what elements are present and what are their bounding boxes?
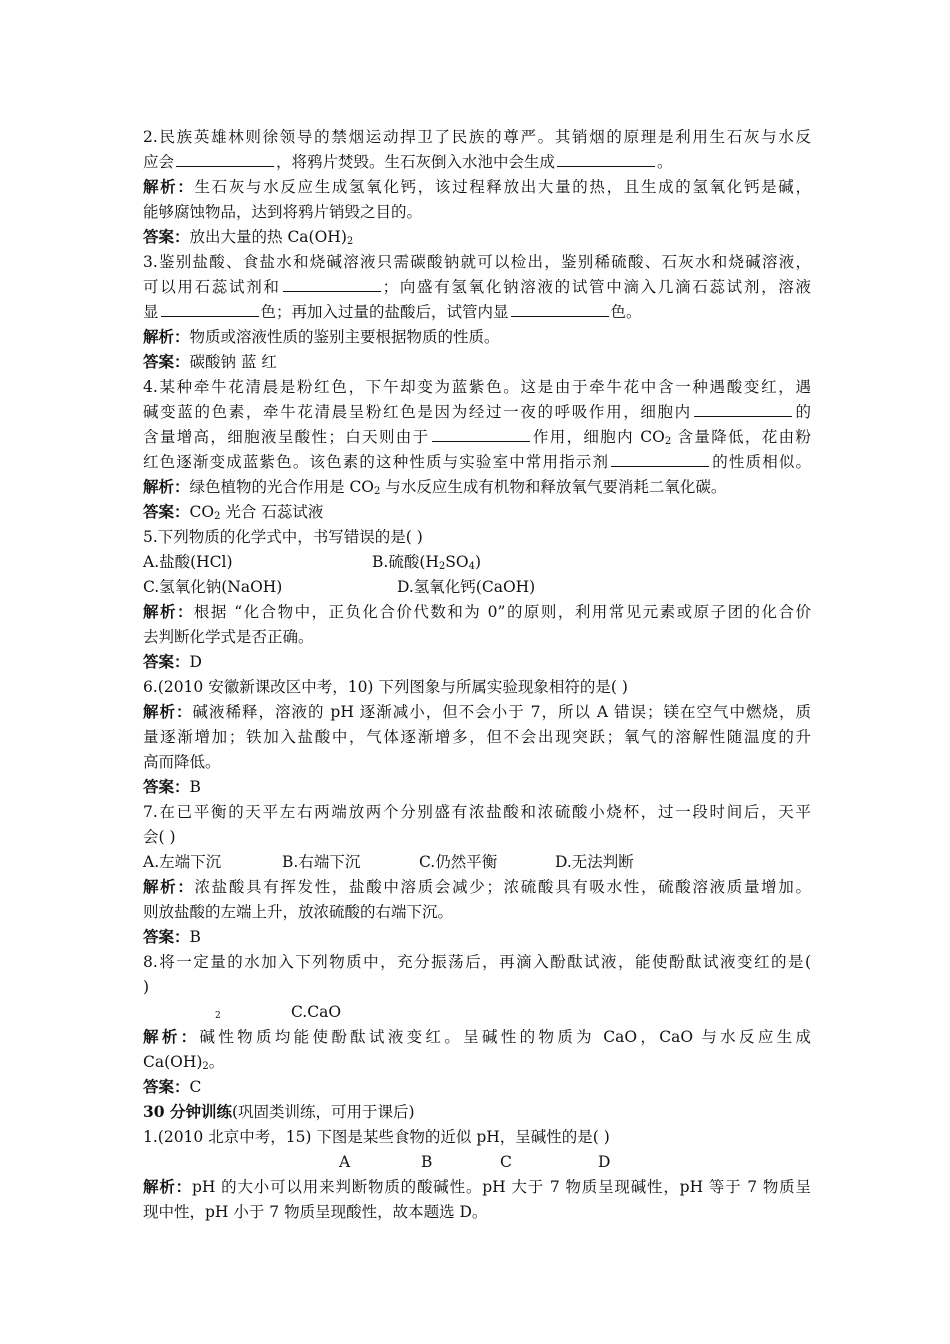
blank (557, 152, 655, 167)
section-heading: 30 分钟训练(巩固类训练，可用于课后) (143, 1102, 415, 1121)
q7-option-b: B.右端下沉 (282, 853, 361, 871)
q6-explanation-2: 量逐渐增加；铁加入盐酸中，气体逐渐增多，但不会出现突跃；氧气的溶解性随温度的升 (143, 728, 811, 746)
q7-explanation-2: 则放盐酸的左端上升，放浓硫酸的右端下沉。 (143, 903, 454, 921)
q8-line-1: 8.将一定量的水加入下列物质中，充分振荡后，再滴入酚酞试液，能使酚酞试液变红的是( (143, 953, 811, 971)
s1-image-label-c: C (500, 1153, 512, 1171)
q6-answer: 答案：B (143, 777, 201, 796)
q6-explanation-3: 高而降低。 (143, 753, 221, 771)
blank (611, 452, 709, 467)
blank (283, 277, 381, 292)
q7-line-2: 会( ) (143, 828, 176, 846)
s1-line-1: 1.(2010 北京中考，15) 下图是某些食物的近似 pH，呈碱性的是( ) (143, 1128, 610, 1146)
q4-explanation: 解析：绿色植物的光合作用是 $CO_2$ 与水反应生成有机物和释放氧气要消耗二氧化碳。 (143, 477, 727, 497)
q7-line-1: 7.在已平衡的天平左右两端放两个分别盛有浓盐酸和浓硫酸小烧杯，过一段时间后，天平 (143, 803, 811, 821)
q7-option-d: D.无法判断 (555, 853, 634, 871)
q5-answer: 答案：D (143, 652, 202, 671)
q7-option-c: C.仍然平衡 (419, 853, 498, 871)
q5-explanation-2: 去判断化学式是否正确。 (143, 628, 314, 646)
s1-explanation-2: 现中性，pH 小于 7 物质呈现酸性，故本题选 D。 (143, 1203, 488, 1221)
q2-line-2: 应会 ，将鸦片焚毁。生石灰倒入水池中会生成 。 (143, 153, 673, 171)
q6-line-1: 6.(2010 安徽新课改区中考，10) 下列图象与所属实验现象相符的是( ) (143, 678, 628, 696)
q2-line-1: 2.民族英雄林则徐领导的禁烟运动捍卫了民族的尊严。其销烟的原理是利用生石灰与水反 (143, 128, 811, 146)
q4-answer: 答案：$CO_2$ 光合 石蕊试液 (143, 502, 324, 522)
q8-stray-subscript: 2 (215, 1011, 221, 1021)
q4-line-2: 碱变蓝的色素，牵牛花清晨呈粉红色是因为经过一夜的呼吸作用，细胞内 的 (143, 403, 811, 421)
q5-option-d: D.氢氧化钙(CaOH) (397, 578, 536, 596)
q5-option-c: C.氢氧化钠(NaOH) (143, 578, 283, 596)
s1-image-label-a: A (339, 1153, 351, 1171)
q8-explanation-2: $Ca(OH)_2$。 (143, 1053, 225, 1072)
q7-explanation: 解析：浓盐酸具有挥发性，盐酸中溶质会减少；浓硫酸具有吸水性，硫酸溶液质量增加。 (143, 877, 811, 896)
q3-line-3: 显 色；再加入过量的盐酸后，试管内显 色。 (143, 303, 642, 321)
blank (694, 402, 792, 417)
q5-explanation: 解析：根据 “化合物中，正负化合价代数和为 0”的原则，利用常见元素或原子团的化合价 (143, 602, 811, 621)
q2-answer: 答案：放出大量的热 $Ca(OH)_2$ (143, 227, 354, 247)
q3-line-1: 3.鉴别盐酸、食盐水和烧碱溶液只需碳酸钠就可以检出，鉴别稀硫酸、石灰水和烧碱溶液， (143, 253, 811, 271)
q2-explanation: 解析：生石灰与水反应生成氢氧化钙，该过程释放出大量的热，且生成的氢氧化钙是碱， (143, 177, 811, 196)
blank (161, 302, 259, 317)
q4-line-1: 4.某种牵牛花清晨是粉红色，下午却变为蓝紫色。这是由于牵牛花中含一种遇酸变红，遇 (143, 378, 811, 396)
q3-line-2: 可以用石蕊试剂和 ；向盛有氢氧化钠溶液的试管中滴入几滴石蕊试剂，溶液 (143, 278, 811, 296)
q8-line-2: ) (143, 978, 150, 996)
q5-option-b: B.硫酸$(H_2SO_4)$ (372, 553, 482, 572)
s1-image-label-d: D (598, 1153, 611, 1171)
q2-explanation-2: 能够腐蚀物品，达到将鸦片销毁之目的。 (143, 203, 423, 221)
blank (176, 152, 274, 167)
q5-option-a: A.盐酸(HCl) (143, 553, 233, 571)
q7-option-a: A.左端下沉 (143, 853, 222, 871)
q5-line-1: 5.下列物质的化学式中，书写错误的是( ) (143, 528, 423, 546)
blank (432, 427, 530, 442)
s1-image-label-b: B (421, 1153, 433, 1171)
q8-option-c: C.CaO (291, 1003, 342, 1021)
q4-line-4: 红色逐渐变成蓝紫色。该色素的这种性质与实验室中常用指示剂 的性质相似。 (143, 453, 811, 471)
q8-explanation: 解析：碱性物质均能使酚酞试液变红。呈碱性的物质为 CaO，CaO 与水反应生成 (143, 1027, 811, 1046)
blank (511, 302, 609, 317)
q8-answer: 答案：C (143, 1077, 202, 1096)
q3-answer: 答案：碳酸钠 蓝 红 (143, 352, 277, 371)
q3-explanation: 解析：物质或溶液性质的鉴别主要根据物质的性质。 (143, 327, 500, 346)
q7-answer: 答案：B (143, 927, 201, 946)
s1-explanation: 解析：pH 的大小可以用来判断物质的酸碱性。pH 大于 7 物质呈现碱性，pH 等于 7 物质呈 (143, 1177, 811, 1196)
q6-explanation: 解析：碱液稀释，溶液的 pH 逐渐减小，但不会小于 7，所以 A 错误；镁在空气中燃烧，质 (143, 702, 811, 721)
q4-line-3: 含量增高，细胞液呈酸性；白天则由于 作用，细胞内 $CO_2$ 含量降低，花由粉 (143, 428, 811, 447)
